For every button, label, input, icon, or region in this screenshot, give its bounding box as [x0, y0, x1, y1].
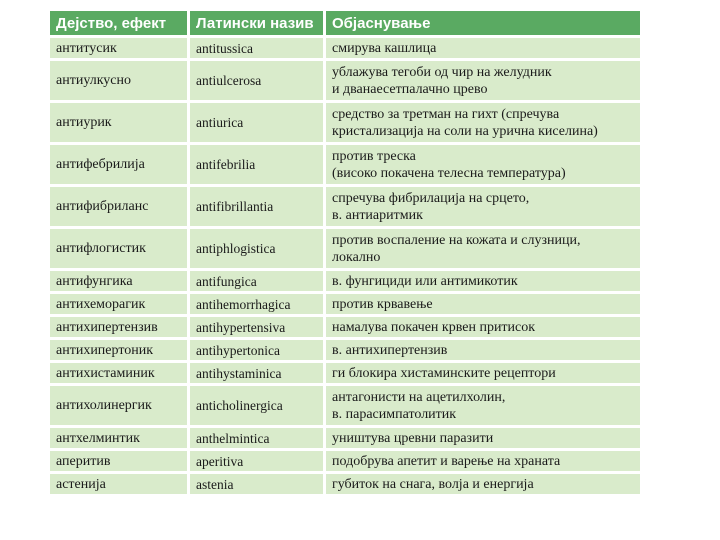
effect-cell: антихолинергик	[50, 386, 187, 425]
explanation-cell: подобрува апетит и варење на храната	[323, 451, 640, 471]
explanation-cell: против воспаление на кожата и слузници, локално	[323, 229, 640, 268]
explanation-cell: против крвавење	[323, 294, 640, 314]
table-row	[50, 294, 640, 314]
header-latin-name: Латински назив	[187, 11, 323, 35]
explanation-cell: ги блокира хистаминските рецептори	[323, 363, 640, 383]
latin-cell: antitussica	[187, 38, 323, 58]
effect-cell: антиулкусно	[50, 61, 187, 100]
explanation-cell: в. фунгициди или антимикотик	[323, 271, 640, 291]
explanation-cell: уништува цревни паразити	[323, 428, 640, 448]
header-row	[50, 11, 640, 35]
effect-cell: аперитив	[50, 451, 187, 471]
explanation-cell: средство за третман на гихт (спречува кристализација на соли на урична киселина)	[323, 103, 640, 142]
table-row	[50, 363, 640, 383]
table-row	[50, 474, 640, 494]
effect-cell: антихипертоник	[50, 340, 187, 360]
latin-cell: antifungica	[187, 271, 323, 291]
effect-cell: антихеморагик	[50, 294, 187, 314]
table-row	[50, 187, 640, 226]
table-row	[50, 229, 640, 268]
latin-cell: antiurica	[187, 103, 323, 142]
effect-cell: антифунгика	[50, 271, 187, 291]
effect-cell: антихистаминик	[50, 363, 187, 383]
explanation-cell: против треска (високо покачена телесна температура)	[323, 145, 640, 184]
effect-cell: антитусик	[50, 38, 187, 58]
latin-cell: astenia	[187, 474, 323, 494]
explanation-cell: спречува фибрилација на срцето, в. антиаритмик	[323, 187, 640, 226]
explanation-cell: ублажува тегоби од чир на желудник и дванаесетпалачно црево	[323, 61, 640, 100]
explanation-cell: намалува покачен крвен притисок	[323, 317, 640, 337]
table-row	[50, 103, 640, 142]
effect-cell: антифебрилија	[50, 145, 187, 184]
table-row	[50, 271, 640, 291]
latin-cell: antiulcerosa	[187, 61, 323, 100]
explanation-cell: в. антихипертензив	[323, 340, 640, 360]
latin-cell: antifebrilia	[187, 145, 323, 184]
table-row	[50, 428, 640, 448]
latin-cell: antihypertensiva	[187, 317, 323, 337]
latin-cell: antiphlogistica	[187, 229, 323, 268]
table-row	[50, 61, 640, 100]
table-row	[50, 145, 640, 184]
explanation-cell: смирува кашлица	[323, 38, 640, 58]
explanation-cell: антагонисти на ацетилхолин, в. парасимпатолитик	[323, 386, 640, 425]
table-row	[50, 386, 640, 425]
latin-cell: antifibrillantia	[187, 187, 323, 226]
header-explanation: Објаснување	[323, 11, 640, 35]
pharmacology-terms-table	[50, 8, 640, 497]
table-row	[50, 451, 640, 471]
effect-cell: антиурик	[50, 103, 187, 142]
latin-cell: anticholinergica	[187, 386, 323, 425]
table-row	[50, 38, 640, 58]
latin-cell: antihypertonica	[187, 340, 323, 360]
latin-cell: aperitiva	[187, 451, 323, 471]
table-row	[50, 340, 640, 360]
latin-cell: anthelmintica	[187, 428, 323, 448]
effect-cell: антихипертензив	[50, 317, 187, 337]
effect-cell: антифлогистик	[50, 229, 187, 268]
header-effect: Дејство, ефект	[50, 11, 187, 35]
effect-cell: антхелминтик	[50, 428, 187, 448]
latin-cell: antihystaminica	[187, 363, 323, 383]
effect-cell: антифибриланс	[50, 187, 187, 226]
effect-cell: астенија	[50, 474, 187, 494]
table-row	[50, 317, 640, 337]
explanation-cell: губиток на снага, волја и енергија	[323, 474, 640, 494]
latin-cell: antihemorrhagica	[187, 294, 323, 314]
